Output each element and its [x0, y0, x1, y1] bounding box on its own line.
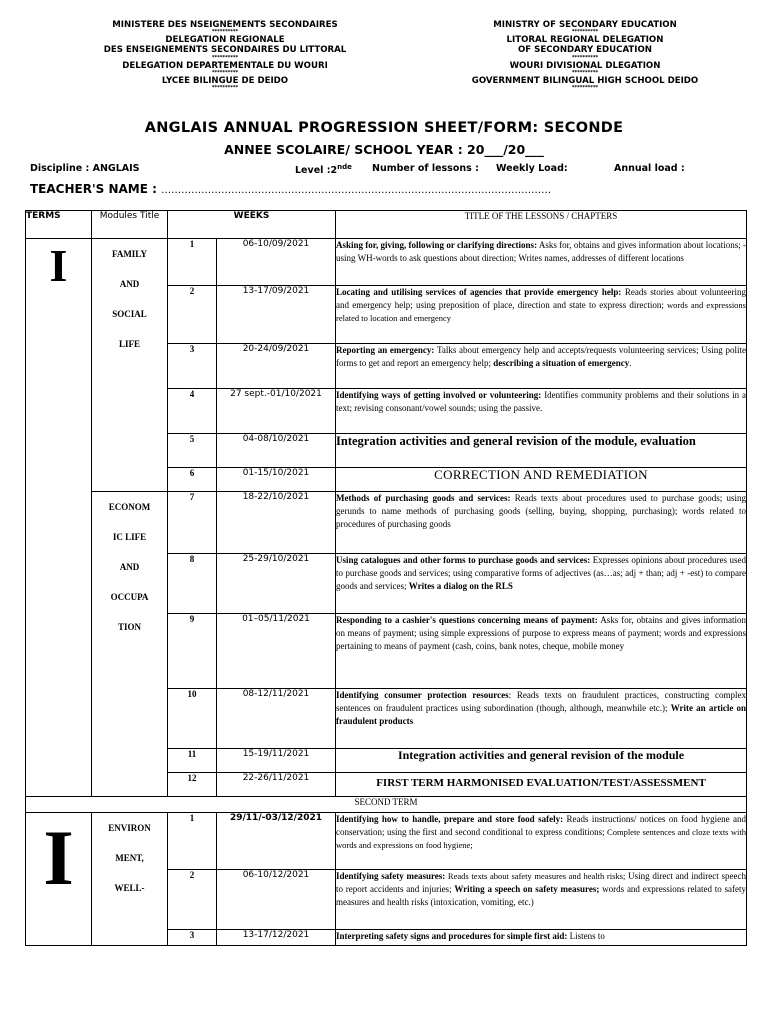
lesson-title: Reporting an emergency: Talks about emergency help and accepts/requests volunteering services; Using polite forms to get and report an emergency help; describing a situation of emergency. — [336, 344, 747, 389]
week-number: 12 — [168, 773, 217, 797]
header-terms: TERMS — [26, 211, 92, 239]
stars: ********** — [571, 29, 599, 36]
stars: ********** — [571, 69, 599, 76]
header-modules: Modules Title — [92, 211, 168, 239]
table-row — [26, 239, 747, 286]
stars: ********** — [571, 85, 599, 92]
school-year: ANNEE SCOLAIRE/ SCHOOL YEAR : 20___/20___ — [224, 142, 544, 157]
lesson-title: Locating and utilising services of agencies that provide emergency help: Reads stories about volunteering and emergency help; using preposition of place, direction and state to express direction; words and expressions related to location and emergency — [336, 286, 747, 344]
regional-delegation-en: LITORAL REGIONAL DELEGATION — [506, 35, 664, 46]
lesson-title: Identifying ways of getting involved or volunteering: Identifies community problems and their solutions in a text; revising consonant/vowel sounds; using the passive. — [336, 389, 747, 434]
week-date: 25-29/10/2021 — [217, 554, 336, 614]
school-en: GOVERNMENT BILINGUAL HIGH SCHOOL DEIDO — [471, 75, 699, 86]
week-number: 5 — [168, 434, 217, 468]
document-title: ANGLAIS ANNUAL PROGRESSION SHEET/FORM: SECONDE — [144, 120, 624, 136]
week-date: 22-26/11/2021 — [217, 773, 336, 797]
lesson-title: Identifying how to handle, prepare and store food safely: Reads instructions/ notices on food hygiene and conservation; using the first and second conditional to express conditions; Complete sentences and cloze texts with words and expressions on food hygiene; — [336, 813, 747, 870]
lesson-title: FIRST TERM HARMONISED EVALUATION/TEST/ASSESSMENT — [336, 773, 747, 797]
weekly-load: Weekly Load: — [496, 163, 568, 174]
week-date: 01–05/11/2021 — [217, 614, 336, 689]
term-one-numeral: I — [26, 239, 92, 797]
progression-table — [25, 210, 747, 946]
week-number: 6 — [168, 468, 217, 492]
regional-delegation-fr-2: DES ENSEIGNEMENTS SECONDAIRES DU LITTORAL — [103, 45, 347, 56]
table-row — [26, 813, 747, 870]
regional-delegation-fr: DELEGATION REGIONALE — [165, 35, 285, 46]
stars: ********** — [571, 54, 599, 61]
discipline: Discipline : ANGLAIS — [30, 163, 140, 174]
stars: ********** — [211, 85, 239, 92]
week-date: 06-10/12/2021 — [217, 870, 336, 930]
header-left — [60, 20, 390, 91]
week-number: 3 — [168, 344, 217, 389]
table-header-row — [26, 211, 747, 239]
divisional-delegation-fr: DELEGATION DEPARTEMENTALE DU WOURI — [122, 60, 328, 71]
week-number: 11 — [168, 749, 217, 773]
week-number: 10 — [168, 689, 217, 749]
week-number: 4 — [168, 389, 217, 434]
table-row — [26, 492, 747, 554]
stars: ********** — [211, 54, 239, 61]
lesson-title: Identifying safety measures: Reads texts about safety measures and health risks; Using direct and indirect speech to report accidents and injuries; Writing a speech on safety measures; words and expressions related to safety measures and health risks (intoxication, vomiting, etc.) — [336, 870, 747, 930]
second-term-row — [26, 797, 747, 813]
stars: ********** — [211, 69, 239, 76]
teacher-dots: ……………………………………………………………………………………………………… — [161, 185, 552, 196]
number-of-lessons: Number of lessons : — [372, 163, 479, 174]
school-fr: LYCEE BILINGUE DE DEIDO — [161, 75, 289, 86]
lesson-title: Identifying consumer protection resources: Reads texts on fraudulent practices, constructing complex sentences on fraudulent practices using subordination (though, although, meanwhile etc.); Write an article on fraudulent products — [336, 689, 747, 749]
header-right — [420, 20, 750, 91]
divisional-delegation-en: WOURI DIVISIONAL DLEGATION — [509, 60, 661, 71]
lesson-title: Methods of purchasing goods and services: Reads texts about procedures used to purchase goods; using gerunds to name methods of purchasing goods (selling, buying, shopping, purchasing); words related to procedures of purchasing goods — [336, 492, 747, 554]
lesson-title: CORRECTION AND REMEDIATION — [336, 468, 747, 492]
week-number: 1 — [168, 813, 217, 870]
lesson-title: Responding to a cashier's questions concerning means of payment: Asks for, obtains and gives information on means of payment; using simple expressions of purpose to express means of payment; words and expressions pertaining to means of payment (cash, coins, bank notes, cheque, mobile money — [336, 614, 747, 689]
level: Level :2nde — [295, 163, 352, 177]
header-weeks: WEEKS — [168, 211, 336, 239]
second-term-label: SECOND TERM — [26, 797, 747, 813]
teacher-label: TEACHER'S NAME : — [30, 182, 157, 196]
week-number: 3 — [168, 930, 217, 946]
week-date: 06-10/09/2021 — [217, 239, 336, 286]
week-date: 13-17/12/2021 — [217, 930, 336, 946]
lesson-title: Interpreting safety signs and procedures for simple first aid: Listens to — [336, 930, 747, 946]
annual-load: Annual load : — [614, 163, 685, 174]
meta-line — [30, 163, 750, 177]
week-date: 08-12/11/2021 — [217, 689, 336, 749]
module-environment-wellbeing: ENVIRON MENT, WELL- — [92, 813, 168, 946]
week-date: 27 sept.-01/10/2021 — [217, 389, 336, 434]
stars: ********** — [211, 29, 239, 36]
week-number: 7 — [168, 492, 217, 554]
ministry-fr: MINISTERE DES NSEIGNEMENTS SECONDAIRES — [112, 20, 338, 30]
week-date: 18-22/10/2021 — [217, 492, 336, 554]
week-number: 2 — [168, 286, 217, 344]
lesson-title: Using catalogues and other forms to purchase goods and services: Expresses opinions about procedures used to purchase goods and services; using comparative forms of adjectives (as…as; adj + than; adj + -est) to compare goods and services; Writes a dialog on the RLS — [336, 554, 747, 614]
module-family-social-life: FAMILY AND SOCIAL LIFE — [92, 239, 168, 492]
module-economic-life: ECONOM IC LIFE AND OCCUPA TION — [92, 492, 168, 797]
week-number: 2 — [168, 870, 217, 930]
week-date: 29/11/-03/12/2021 — [217, 813, 336, 870]
week-date: 20-24/09/2021 — [217, 344, 336, 389]
term-two-numeral: I — [26, 813, 92, 946]
regional-delegation-en-2: OF SECONDARY EDUCATION — [517, 45, 652, 56]
week-number: 8 — [168, 554, 217, 614]
week-number: 1 — [168, 239, 217, 286]
ministry-en: MINISTRY OF SECONDARY EDUCATION — [493, 20, 677, 30]
week-date: 13-17/09/2021 — [217, 286, 336, 344]
header-title: TITLE OF THE LESSONS / CHAPTERS — [336, 211, 747, 239]
week-date: 15-19/11/2021 — [217, 749, 336, 773]
lesson-title: Integration activities and general revision of the module, evaluation — [336, 434, 747, 468]
week-number: 9 — [168, 614, 217, 689]
lesson-title: Asking for, giving, following or clarifying directions: Asks for, obtains and gives information about locations; -using WH-words to ask questions about direction; Writes names, addresses of different locations — [336, 239, 747, 286]
teacher-name-line — [30, 182, 551, 196]
week-date: 04-08/10/2021 — [217, 434, 336, 468]
lesson-title: Integration activities and general revision of the module — [336, 749, 747, 773]
week-date: 01-15/10/2021 — [217, 468, 336, 492]
